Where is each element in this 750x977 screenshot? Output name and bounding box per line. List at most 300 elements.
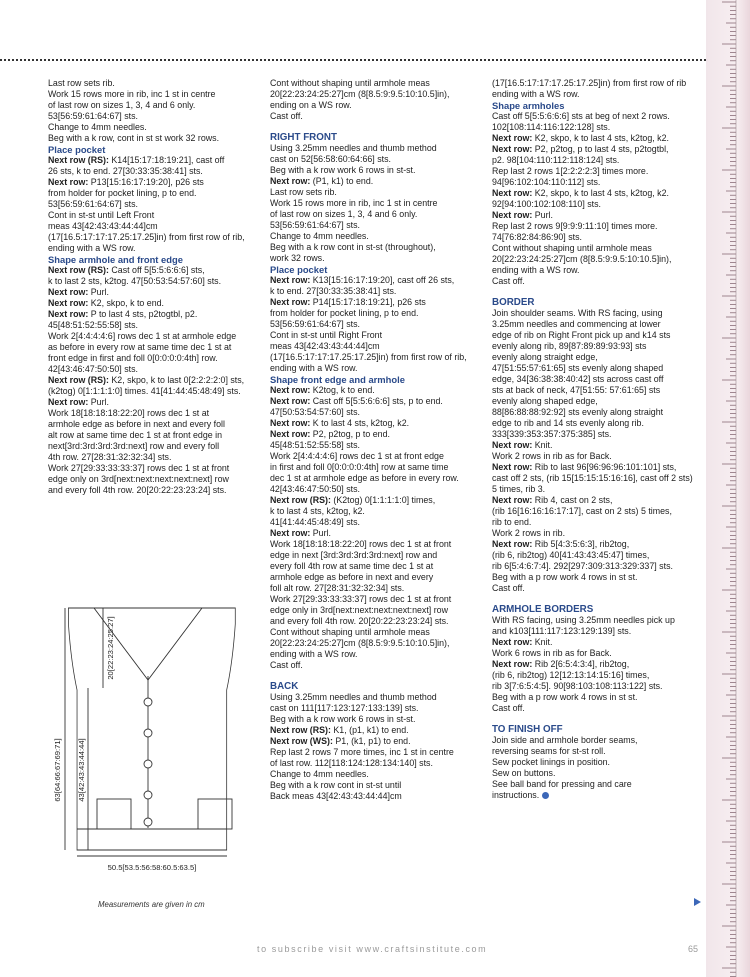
pattern-line (492, 692, 704, 703)
pattern-line (270, 198, 482, 209)
line-text: 45[48:51:52:55:58] sts. (48, 320, 138, 330)
pattern-line (48, 298, 258, 309)
pattern-line (492, 89, 704, 100)
line-text: cast on 111[117:123:127:133:139] sts. (270, 703, 419, 713)
line-text: P13[15:16:17:19:20], p26 sts (90, 177, 204, 187)
line-text: rib to end. (492, 517, 532, 527)
pattern-line (492, 768, 704, 779)
pattern-line (492, 396, 704, 407)
pattern-line (492, 78, 704, 89)
pattern-line (492, 144, 704, 155)
row-label: Next row: (270, 385, 313, 395)
pattern-line (492, 330, 704, 341)
line-text: Change to 4mm needles. (270, 231, 369, 241)
line-text: (17[16.5:17:17:17.25:17.25]in) from first row of rib, (48, 232, 245, 242)
line-text: K2, skpo, k to last 4 sts, k2tog, k2. (534, 188, 669, 198)
line-text: Knit. (534, 637, 553, 647)
button-3 (144, 760, 152, 768)
pattern-line (270, 506, 482, 517)
pattern-line (492, 418, 704, 429)
pattern-line (48, 485, 258, 496)
pattern-line (270, 725, 482, 736)
row-label: Next row (RS): (270, 725, 334, 735)
line-text: Cast off. (492, 276, 525, 286)
pattern-line (492, 659, 704, 670)
line-text: Change to 4mm needles. (48, 122, 147, 132)
pattern-line (270, 539, 482, 550)
line-text: K to last 4 sts, k2tog, k2. (312, 418, 410, 428)
line-text: Purl. (90, 397, 109, 407)
subheading: Place pocket (270, 264, 328, 275)
line-text: meas 43[42:43:43:44:44]cm (270, 341, 380, 351)
line-text: P14[15:17:18:19:21], p26 sts (312, 297, 426, 307)
line-text: K2, skpo, k to last 0[2:2:2:2:0] sts, (111, 375, 245, 385)
pattern-line (270, 78, 482, 89)
row-label: Next row (RS): (48, 375, 112, 385)
pattern-line (492, 265, 704, 276)
pattern-line (48, 100, 258, 111)
pattern-line (270, 154, 482, 165)
line-text: 20[22:23:24:25:27]cm (8[8.5:9:9.5:10:10.5]in), (270, 638, 450, 648)
pattern-line (48, 419, 258, 430)
line-text: work 32 rows. (270, 253, 325, 263)
pattern-line (492, 473, 704, 484)
pattern-line (270, 605, 482, 616)
pattern-line (270, 330, 482, 341)
pattern-line (48, 353, 258, 364)
line-text: Join side and armhole border seams, (492, 735, 638, 745)
subheading: Shape armhole and front edge (48, 254, 183, 265)
pattern-line (492, 385, 704, 396)
subscribe-footer: to subscribe visit www.craftsinstitute.com (257, 944, 488, 954)
height-label: 63[64:66:67:69:71] (53, 738, 62, 802)
line-text: 26 sts, k to end. 27[30:33:35:38:41] sts. (48, 166, 203, 176)
line-text: Last row sets rib. (48, 78, 115, 88)
row-label: Next row: (492, 539, 535, 549)
line-text: P1, (k1, p1) to end. (335, 736, 411, 746)
line-text: Work 27[29:33:33:33:37] rows dec 1 st at front (270, 594, 452, 604)
pattern-line (270, 319, 482, 330)
pattern-line (492, 615, 704, 626)
row-label: Next row: (48, 309, 91, 319)
pattern-line (270, 791, 482, 802)
row-label: Next row: (492, 462, 535, 472)
line-text: Cont without shaping until armhole meas (270, 78, 430, 88)
row-label: Next row (WS): (270, 736, 336, 746)
line-text: Work 2[4:4:4:4:6] rows dec 1 st at front edge (270, 451, 444, 461)
line-text: 53[56:59:61:64:67] sts. (270, 319, 360, 329)
pattern-line (492, 232, 704, 243)
pattern-line (270, 758, 482, 769)
pattern-line (270, 769, 482, 780)
pattern-line (492, 583, 704, 594)
row-label: Next row (RS): (270, 495, 334, 505)
line-text: (P1, k1) to end. (312, 176, 374, 186)
line-text: 4th row. 27[28:31:32:32:34] sts. (48, 452, 172, 462)
line-text: Cont in st-st until Right Front (270, 330, 383, 340)
pattern-line (48, 232, 258, 243)
pattern-line (270, 231, 482, 242)
row-label: Next row: (492, 495, 535, 505)
pattern-line (270, 341, 482, 352)
line-text: evenly along straight edge, (492, 352, 598, 362)
pattern-line (270, 594, 482, 605)
line-text: P2, p2tog, p to last 4 sts, p2togtbl, (534, 144, 669, 154)
pattern-line (492, 254, 704, 265)
line-text: in first and foll 0[0:0:0:0:4th] row at same time (270, 462, 449, 472)
pattern-line (270, 660, 482, 671)
row-label: Next row: (48, 397, 91, 407)
pattern-line (492, 374, 704, 385)
pattern-line (48, 441, 258, 452)
line-text: k to end. 27[30:33:35:38:41] sts. (270, 286, 397, 296)
row-label: Next row: (492, 188, 535, 198)
row-label: Next row: (48, 298, 91, 308)
line-text: rib 6[5:4:6:7:4]. 292[297:309:313:329:337] sts. (492, 561, 673, 571)
line-text: armhole edge as before in next and every foll (48, 419, 225, 429)
pattern-line (270, 495, 482, 506)
line-text: edge to rib and 14 sts evenly along rib. (492, 418, 644, 428)
pattern-line (492, 210, 704, 221)
row-label: Next row: (492, 659, 535, 669)
button-2 (144, 729, 152, 737)
dotted-divider (0, 59, 706, 61)
line-text: ending with a WS row. (270, 363, 358, 373)
subheading: Shape front edge and armhole (270, 374, 405, 385)
line-text: Rib 4, cast on 2 sts, (534, 495, 613, 505)
pattern-line (270, 418, 482, 429)
line-text: Rib 2[6:5:4:3:4], rib2tog, (534, 659, 630, 669)
line-text: of last row on sizes 1, 3, 4 and 6 only. (270, 209, 418, 219)
line-text: 5 times, rib 3. (492, 484, 546, 494)
section-heading: BACK (270, 681, 299, 692)
pattern-line (492, 681, 704, 692)
pattern-line (492, 626, 704, 637)
pattern-line (492, 363, 704, 374)
line-text: dec 1 st at armhole edge as before in every row. (270, 473, 459, 483)
line-text: p2. 98[104:110:112:118:124] sts. (492, 155, 620, 165)
line-text: Change to 4mm needles. (270, 769, 369, 779)
pattern-line (270, 703, 482, 714)
line-text: Beg with a p row work 4 rows in st st. (492, 692, 638, 702)
pattern-line (270, 275, 482, 286)
line-text: from holder for pocket lining, p to end. (270, 308, 419, 318)
line-text: Beg with a k row cont in st-st until (270, 780, 402, 790)
row-label: Next row: (270, 396, 313, 406)
line-text: Work 2 rows in rib. (492, 528, 566, 538)
line-text: Cont in st-st until Left Front (48, 210, 155, 220)
pattern-line (48, 463, 258, 474)
line-text: Beg with a k row, cont in st st work 32 rows. (48, 133, 220, 143)
line-text: edge only on 3rd[next:next:next:next:next] row (48, 474, 229, 484)
width-label: 50.5[53.5:56:58:60.5:63.5] (107, 863, 197, 872)
line-text: Work 27[29:33:33:33:37] rows dec 1 st at front (48, 463, 230, 473)
row-label: Next row (RS): (48, 155, 112, 165)
line-text: P2, p2tog, p to end. (312, 429, 390, 439)
line-text: Cast off. (492, 583, 525, 593)
pattern-line (270, 176, 482, 187)
pattern-line (270, 462, 482, 473)
line-text: and every foll 4th row. 20[20:22:23:23:24] sts. (48, 485, 227, 495)
line-text: from holder for pocket lining, p to end. (48, 188, 197, 198)
pattern-line (270, 484, 482, 495)
line-text: every foll 4th row at same time dec 1 st at (270, 561, 434, 571)
section-heading: RIGHT FRONT (270, 132, 337, 143)
pattern-line (270, 209, 482, 220)
pattern-line (270, 528, 482, 539)
pattern-line (270, 550, 482, 561)
pattern-line (270, 572, 482, 583)
line-text: 92[94:100:102:108:110] sts. (492, 199, 601, 209)
line-text: Beg with a k row cont in st-st (throughout), (270, 242, 436, 252)
line-text: (k2tog) 0[1:1:1:1:0] times. 41[41:44:45:48:49] sts. (48, 386, 241, 396)
line-text: of last row. 112[118:124:128:134:140] sts. (270, 758, 433, 768)
line-text: Rep last 2 rows 7 more times, inc 1 st in centre (270, 747, 454, 757)
pattern-line (492, 528, 704, 539)
pattern-line (492, 670, 704, 681)
line-text: reversing seams for st-st roll. (492, 746, 606, 756)
line-text: Rib 5[4:3:5:6:3], rib2tog, (534, 539, 630, 549)
pattern-line (270, 143, 482, 154)
pattern-line (48, 188, 258, 199)
pattern-line (492, 133, 704, 144)
pattern-line (270, 253, 482, 264)
pattern-line (492, 648, 704, 659)
line-text: k to last 2 sts, k2tog. 47[50:53:54:57:60] sts. (48, 276, 222, 286)
row-label: Next row (RS): (48, 265, 112, 275)
line-text: edge only in 3rd[next:next:next:next:next] row (270, 605, 448, 615)
pattern-line (48, 89, 258, 100)
row-label: Next row: (492, 210, 535, 220)
pattern-line (492, 188, 704, 199)
row-label: Next row: (492, 133, 535, 143)
row-label: Next row: (270, 429, 313, 439)
left-pocket (97, 799, 131, 829)
pattern-line (492, 484, 704, 495)
line-text: See ball band for pressing and care (492, 779, 632, 789)
pattern-line (492, 561, 704, 572)
line-text: 53[56:59:61:64:67] sts. (48, 199, 138, 209)
pattern-line (492, 462, 704, 473)
pattern-line (270, 616, 482, 627)
line-text: ending with a WS row. (492, 265, 580, 275)
line-text: Cast off 5[5:5:6:6:6] sts, (111, 265, 205, 275)
line-text: 53[56:59:61:64:67] sts. (48, 111, 138, 121)
line-text: (17[16.5:17:17:17.25:17.25]in) from first row of rib (492, 78, 687, 88)
line-text: instructions. (492, 790, 540, 800)
line-text: Cont without shaping until armhole meas (492, 243, 652, 253)
pattern-line (492, 495, 704, 506)
pattern-line (492, 243, 704, 254)
line-text: 88[86:88:88:92:92] sts evenly along straight (492, 407, 664, 417)
pattern-line (270, 407, 482, 418)
line-text: Work 15 rows more in rib, inc 1 st in centre (270, 198, 438, 208)
pattern-line (492, 637, 704, 648)
column-3 (492, 78, 704, 801)
pattern-line (48, 122, 258, 133)
row-label: Next row: (270, 528, 313, 538)
page-number: 65 (688, 944, 699, 954)
pattern-line (270, 517, 482, 528)
pattern-line (492, 407, 704, 418)
line-text: With RS facing, using 3.25mm needles pick up (492, 615, 675, 625)
line-text: front edge in first and foll 0[0:0:0:0:4th] row. (48, 353, 218, 363)
pattern-line (48, 364, 258, 375)
row-label: Next row: (270, 297, 313, 307)
line-text: Purl. (534, 210, 553, 220)
line-text: Cast off 5[5:5:6:6:6] sts at beg of next 2 rows. (492, 111, 670, 121)
line-text: alt row at same time dec 1 st at front edge in (48, 430, 223, 440)
section-heading: BORDER (492, 297, 535, 308)
line-text: Cast off. (270, 111, 303, 121)
line-text: edge, 34[36:38:38:40:42] sts across cast off (492, 374, 664, 384)
row-label: Next row: (270, 418, 313, 428)
line-text: Cast off. (492, 703, 525, 713)
pattern-line (492, 341, 704, 352)
pattern-line (492, 221, 704, 232)
pattern-line (48, 309, 258, 320)
line-text: Work 6 rows in rib as for Back. (492, 648, 612, 658)
column-2 (270, 78, 482, 802)
pattern-line (492, 703, 704, 714)
line-text: K14[15:17:18:19:21], cast off (111, 155, 225, 165)
pattern-line (270, 627, 482, 638)
pattern-line (270, 385, 482, 396)
end-mark-icon (542, 792, 549, 799)
line-text: Back meas 43[42:43:43:44:44]cm (270, 791, 402, 801)
line-text: edge in next [3rd:3rd:3rd:3rd:next] row and (270, 550, 438, 560)
pattern-line (492, 177, 704, 188)
line-text: Last row sets rib. (270, 187, 337, 197)
line-text: Beg with a k row work 6 rows in st-st. (270, 714, 416, 724)
line-text: Work 18[18:18:18:22:20] rows dec 1 st at front (270, 539, 452, 549)
line-text: (rib 6, rib2tog) 12[12:13:14:15:16] times, (492, 670, 650, 680)
line-text: (K2tog) 0[1:1:1:1:0] times, (333, 495, 436, 505)
pattern-line (48, 375, 258, 386)
pattern-line (492, 506, 704, 517)
line-text: (rib 16[16:16:16:17:17], cast on 2 sts) 5 times, (492, 506, 672, 516)
pattern-line (270, 297, 482, 308)
pattern-line (270, 89, 482, 100)
pattern-line (492, 539, 704, 550)
pattern-line (270, 747, 482, 758)
pattern-line (492, 199, 704, 210)
line-text: 45[48:51:52:55:58] sts. (270, 440, 360, 450)
pattern-line (492, 111, 704, 122)
line-text: evenly along rib, 89[87:89:89:93:93] sts (492, 341, 647, 351)
line-text: Work 2 rows in rib as for Back. (492, 451, 612, 461)
line-text: Using 3.25mm needles and thumb method (270, 692, 437, 702)
pattern-line (492, 550, 704, 561)
pattern-line (270, 396, 482, 407)
button-1 (144, 698, 152, 706)
line-text: Using 3.25mm needles and thumb method (270, 143, 437, 153)
pattern-line (270, 352, 482, 363)
line-text: next[3rd:3rd:3rd:3rd:next] row and every foll (48, 441, 220, 451)
pattern-line (270, 583, 482, 594)
line-text: meas 43[42:43:43:44:44]cm (48, 221, 158, 231)
pattern-line (492, 122, 704, 133)
pattern-line (270, 649, 482, 660)
pattern-line (492, 429, 704, 440)
line-text: (rib 6, rib2tog) 40[41:43:43:45:47] times, (492, 550, 650, 560)
line-text: 47[50:53:54:57:60] sts. (270, 407, 360, 417)
garment-outline (68, 608, 235, 850)
row-label: Next row: (48, 287, 91, 297)
pattern-line (48, 342, 258, 353)
pattern-line (492, 517, 704, 528)
pattern-line (270, 429, 482, 440)
line-text: 20[22:23:24:25:27]cm (8[8.5:9:9.5:10:10.5]in), (270, 89, 450, 99)
row-label: Next row: (492, 144, 535, 154)
line-text: cast on 52[56:58:60:64:66] sts. (270, 154, 391, 164)
pattern-line (270, 473, 482, 484)
line-text: K2, skpo, k to end. (90, 298, 165, 308)
pattern-line (48, 287, 258, 298)
pattern-line (492, 155, 704, 166)
line-text: Rib to last 96[96:96:96:101:101] sts, (534, 462, 677, 472)
pattern-line (270, 100, 482, 111)
line-text: and k103[111:117:123:129:139] sts. (492, 626, 632, 636)
line-text: Join shoulder seams. With RS facing, using (492, 308, 663, 318)
pattern-line (270, 187, 482, 198)
pattern-line (492, 757, 704, 768)
pattern-line (48, 386, 258, 397)
pattern-line (270, 638, 482, 649)
garment-schematic (40, 600, 270, 900)
line-text: 47[51:55:57:61:65] sts evenly along shaped (492, 363, 664, 373)
pattern-line (48, 243, 258, 254)
line-text: 42[43:46:47:50:50] sts. (270, 484, 360, 494)
section-heading: TO FINISH OFF (492, 724, 563, 735)
line-text: Beg with a p row work 4 rows in st st. (492, 572, 638, 582)
line-text: 41[41:44:45:48:49] sts. (270, 517, 360, 527)
line-text: Work 15 rows more in rib, inc 1 st in centre (48, 89, 216, 99)
line-text: Work 18[18:18:18:22:20] rows dec 1 st at (48, 408, 210, 418)
pattern-line (270, 692, 482, 703)
line-text: Rep last 2 rows 1[2:2:2:2:3] times more. (492, 166, 649, 176)
pattern-line (492, 166, 704, 177)
pattern-line (492, 572, 704, 583)
pattern-line (492, 308, 704, 319)
pattern-line (48, 474, 258, 485)
line-text: 3.25mm needles and commencing at lower (492, 319, 661, 329)
pattern-line (270, 111, 482, 122)
pattern-line (48, 276, 258, 287)
pattern-line (48, 155, 258, 166)
pattern-line (270, 714, 482, 725)
pattern-line (270, 286, 482, 297)
line-text: armhole edge as before in next and every (270, 572, 434, 582)
pattern-line (48, 221, 258, 232)
pattern-line (492, 276, 704, 287)
diagram-caption: Measurements are given in cm (98, 900, 205, 909)
pattern-line (270, 451, 482, 462)
pattern-line (492, 440, 704, 451)
button-4 (144, 791, 152, 799)
pattern-line (48, 111, 258, 122)
line-text: Cast off 5[5:5:6:6:6] sts, p to end. (312, 396, 443, 406)
line-text: k to last 4 sts, k2tog, k2. (270, 506, 365, 516)
line-text: 53[56:59:61:64:67] sts. (270, 220, 360, 230)
pattern-line (48, 430, 258, 441)
line-text: 42[43:46:47:50:50] sts. (48, 364, 138, 374)
pattern-line (48, 265, 258, 276)
row-label: Next row: (492, 440, 535, 450)
pattern-line (48, 452, 258, 463)
line-text: K1, (p1, k1) to end. (333, 725, 409, 735)
row-label: Next row: (48, 177, 91, 187)
